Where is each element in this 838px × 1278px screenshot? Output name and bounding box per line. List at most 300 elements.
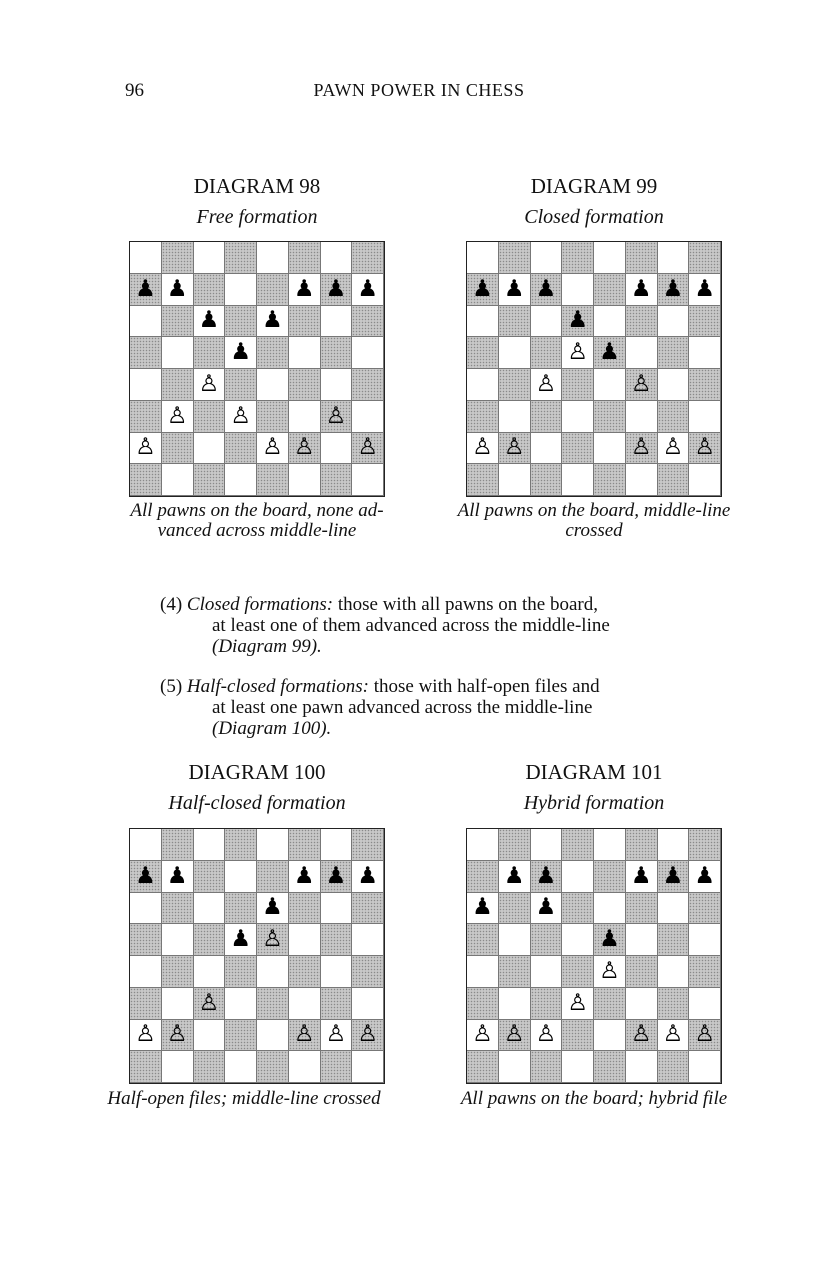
white-pawn-icon: ♙ (230, 402, 251, 429)
board-square (225, 242, 257, 274)
board-square (162, 988, 194, 1020)
diagram-title: DIAGRAM 101 (525, 760, 663, 784)
chess-board (466, 828, 722, 1084)
board-square (562, 924, 594, 956)
board-square (626, 464, 658, 496)
black-pawn-icon: ♟ (325, 275, 347, 302)
board-square (658, 1020, 690, 1052)
board-square (531, 893, 563, 925)
board-square (321, 861, 353, 893)
board-square (162, 306, 194, 338)
paragraph-half-closed-formations (160, 676, 680, 739)
board-square (289, 464, 321, 496)
white-pawn-icon: ♙ (325, 1021, 347, 1048)
white-pawn-icon: ♙ (135, 434, 156, 461)
definition-text: those with all pawns on the board, (337, 594, 599, 615)
caption-line: crossed (565, 520, 623, 541)
board-square (594, 1051, 626, 1083)
board-square (162, 401, 194, 433)
diagram-reference: (Diagram 99). (212, 636, 322, 657)
white-pawn-icon: ♙ (262, 434, 283, 461)
board-square (689, 1051, 721, 1083)
board-square (626, 829, 658, 861)
board-square (531, 274, 563, 306)
board-square (562, 306, 594, 338)
board-square (658, 274, 690, 306)
board-square (626, 893, 658, 925)
board-square (562, 464, 594, 496)
white-pawn-icon: ♙ (503, 434, 525, 461)
board-square (257, 829, 289, 861)
white-pawn-icon: ♙ (472, 1021, 493, 1048)
white-pawn-icon: ♙ (293, 1021, 315, 1048)
board-square (321, 1051, 353, 1083)
board-square (658, 988, 690, 1020)
black-pawn-icon: ♟ (535, 275, 557, 302)
white-pawn-icon: ♙ (135, 1021, 156, 1048)
board-square (531, 401, 563, 433)
board-square (225, 924, 257, 956)
board-square (531, 988, 563, 1020)
white-pawn-icon: ♙ (503, 1021, 525, 1048)
board-square (626, 1020, 658, 1052)
board-square (225, 829, 257, 861)
definition-continuation: at least one pawn advanced across the middle-line (212, 697, 593, 718)
black-pawn-icon: ♟ (599, 926, 620, 953)
diagram-98 (97, 172, 417, 461)
white-pawn-icon: ♙ (630, 1021, 652, 1048)
board-square (352, 306, 384, 338)
board-square (499, 401, 531, 433)
board-square (289, 242, 321, 274)
board-square (594, 893, 626, 925)
black-pawn-icon: ♟ (694, 275, 715, 302)
board-square (467, 956, 499, 988)
board-square (162, 829, 194, 861)
board-square (467, 306, 499, 338)
white-pawn-icon: ♙ (535, 1021, 557, 1048)
running-title: PAWN POWER IN CHESS (313, 80, 525, 100)
board-square (289, 401, 321, 433)
board-square (257, 369, 289, 401)
board-square (626, 306, 658, 338)
board-square (499, 464, 531, 496)
board-square (626, 861, 658, 893)
board-square (225, 401, 257, 433)
board-square (689, 988, 721, 1020)
black-pawn-icon: ♟ (662, 275, 684, 302)
board-square (321, 924, 353, 956)
black-pawn-icon: ♟ (166, 862, 188, 889)
board-square (225, 433, 257, 465)
board-square (194, 274, 226, 306)
board-square (626, 924, 658, 956)
board-square (689, 956, 721, 988)
board-square (499, 1020, 531, 1052)
board-square (321, 433, 353, 465)
board-square (225, 1020, 257, 1052)
caption-line: vanced across middle-line (157, 520, 357, 541)
board-square (594, 956, 626, 988)
board-square (352, 924, 384, 956)
board-square (257, 956, 289, 988)
board-square (689, 829, 721, 861)
board-square (225, 893, 257, 925)
board-square (499, 956, 531, 988)
black-pawn-icon: ♟ (230, 339, 251, 366)
board-square (162, 1020, 194, 1052)
board-square (658, 242, 690, 274)
board-square (467, 1051, 499, 1083)
board-square (499, 337, 531, 369)
board-square (257, 401, 289, 433)
board-square (162, 924, 194, 956)
board-square (531, 464, 563, 496)
board-square (594, 306, 626, 338)
board-square (130, 861, 162, 893)
board-square (658, 464, 690, 496)
board-square (689, 306, 721, 338)
black-pawn-icon: ♟ (503, 862, 525, 889)
board-square (194, 242, 226, 274)
board-square (531, 306, 563, 338)
board-square (562, 956, 594, 988)
board-square (162, 464, 194, 496)
board-square (626, 1051, 658, 1083)
black-pawn-icon: ♟ (599, 339, 620, 366)
board-square (321, 337, 353, 369)
black-pawn-icon: ♟ (198, 307, 220, 334)
board-square (467, 464, 499, 496)
board-square (194, 1020, 226, 1052)
diagram-101-caption (424, 1089, 764, 1109)
board-square (130, 464, 162, 496)
white-pawn-icon: ♙ (630, 370, 652, 397)
board-square (130, 924, 162, 956)
board-square (562, 369, 594, 401)
board-square (562, 337, 594, 369)
board-square (689, 401, 721, 433)
board-square (321, 401, 353, 433)
board-square (499, 433, 531, 465)
item-number: (4) (160, 594, 183, 615)
white-pawn-icon: ♙ (293, 434, 315, 461)
white-pawn-icon: ♙ (166, 1021, 188, 1048)
board-square (594, 988, 626, 1020)
board-square (499, 924, 531, 956)
board-square (289, 988, 321, 1020)
board-square (289, 893, 321, 925)
board-square (162, 433, 194, 465)
diagram-title: DIAGRAM 99 (530, 174, 658, 198)
board-square (562, 433, 594, 465)
board-square (499, 988, 531, 1020)
board-square (289, 924, 321, 956)
diagram-subtitle: Free formation (196, 206, 318, 228)
board-square (162, 337, 194, 369)
board-square (467, 829, 499, 861)
page-number: 96 (125, 80, 144, 101)
board-square (562, 274, 594, 306)
board-square (689, 433, 721, 465)
black-pawn-icon: ♟ (166, 275, 188, 302)
board-square (499, 242, 531, 274)
board-square (689, 1020, 721, 1052)
black-pawn-icon: ♟ (472, 894, 493, 921)
board-square (562, 861, 594, 893)
diagram-100 (97, 758, 417, 1048)
board-square (321, 956, 353, 988)
board-square (352, 274, 384, 306)
board-square (689, 274, 721, 306)
board-square (594, 433, 626, 465)
board-square (257, 1051, 289, 1083)
board-square (352, 401, 384, 433)
board-square (352, 893, 384, 925)
board-square (289, 274, 321, 306)
white-pawn-icon: ♙ (694, 434, 715, 461)
board-square (321, 242, 353, 274)
board-square (562, 988, 594, 1020)
chess-board (129, 241, 385, 497)
black-pawn-icon: ♟ (567, 307, 588, 334)
board-square (658, 829, 690, 861)
white-pawn-icon: ♙ (694, 1021, 715, 1048)
diagram-subtitle: Half-closed formation (168, 792, 346, 814)
board-square (467, 988, 499, 1020)
board-square (658, 956, 690, 988)
black-pawn-icon: ♟ (293, 275, 315, 302)
board-square (257, 306, 289, 338)
board-square (130, 242, 162, 274)
board-square (194, 401, 226, 433)
board-square (289, 306, 321, 338)
board-square (562, 1020, 594, 1052)
board-square (257, 988, 289, 1020)
board-square (352, 369, 384, 401)
board-square (467, 369, 499, 401)
board-square (562, 242, 594, 274)
board-square (499, 306, 531, 338)
board-square (594, 369, 626, 401)
board-square (289, 956, 321, 988)
board-square (689, 337, 721, 369)
board-square (531, 924, 563, 956)
board-square (130, 988, 162, 1020)
board-square (352, 433, 384, 465)
white-pawn-icon: ♙ (325, 402, 347, 429)
board-square (499, 893, 531, 925)
board-square (658, 401, 690, 433)
board-square (658, 861, 690, 893)
diagram-101 (434, 758, 754, 1048)
white-pawn-icon: ♙ (567, 339, 588, 366)
black-pawn-icon: ♟ (535, 862, 557, 889)
board-square (289, 829, 321, 861)
diagram-title: DIAGRAM 98 (193, 174, 321, 198)
board-square (289, 1051, 321, 1083)
board-square (531, 956, 563, 988)
term: Closed formations: (186, 594, 334, 615)
white-pawn-icon: ♙ (599, 957, 620, 984)
board-square (225, 306, 257, 338)
definition-continuation: at least one of them advanced across the middle-line (212, 615, 610, 636)
board-square (194, 924, 226, 956)
board-square (658, 893, 690, 925)
caption-line: All pawns on the board, none ad- (130, 500, 384, 521)
paragraph-closed-formations (160, 594, 680, 657)
board-square (658, 924, 690, 956)
board-square (162, 369, 194, 401)
board-square (162, 1051, 194, 1083)
board-square (531, 861, 563, 893)
diagram-98-caption (87, 501, 427, 541)
caption-line: All pawns on the board; hybrid file (460, 1088, 728, 1109)
board-square (626, 274, 658, 306)
board-square (531, 1020, 563, 1052)
board-square (257, 464, 289, 496)
caption-line: All pawns on the board, middle-line (457, 500, 731, 521)
black-pawn-icon: ♟ (325, 862, 347, 889)
white-pawn-icon: ♙ (662, 434, 684, 461)
board-square (499, 369, 531, 401)
board-square (594, 829, 626, 861)
diagram-reference: (Diagram 100). (212, 718, 332, 739)
board-square (194, 956, 226, 988)
board-square (321, 988, 353, 1020)
board-square (289, 337, 321, 369)
black-pawn-icon: ♟ (357, 862, 378, 889)
board-square (467, 924, 499, 956)
board-square (689, 242, 721, 274)
board-square (225, 861, 257, 893)
board-square (467, 1020, 499, 1052)
definition-text: those with half-open files and (373, 676, 600, 697)
white-pawn-icon: ♙ (662, 1021, 684, 1048)
black-pawn-icon: ♟ (357, 275, 378, 302)
white-pawn-icon: ♙ (357, 434, 378, 461)
board-square (162, 861, 194, 893)
white-pawn-icon: ♙ (472, 434, 493, 461)
board-square (321, 893, 353, 925)
board-square (594, 464, 626, 496)
board-square (658, 433, 690, 465)
board-square (194, 829, 226, 861)
board-square (130, 369, 162, 401)
chess-board (466, 241, 722, 497)
board-square (321, 274, 353, 306)
board-square (594, 861, 626, 893)
board-square (499, 1051, 531, 1083)
diagram-subtitle: Closed formation (524, 206, 664, 228)
board-square (321, 464, 353, 496)
board-square (130, 306, 162, 338)
item-number: (5) (160, 676, 183, 697)
board-square (257, 242, 289, 274)
black-pawn-icon: ♟ (293, 862, 315, 889)
chess-board (129, 828, 385, 1084)
board-square (626, 988, 658, 1020)
black-pawn-icon: ♟ (135, 275, 156, 302)
board-square (225, 337, 257, 369)
board-square (352, 242, 384, 274)
board-square (162, 274, 194, 306)
board-square (130, 337, 162, 369)
board-square (321, 1020, 353, 1052)
white-pawn-icon: ♙ (166, 402, 188, 429)
board-square (352, 337, 384, 369)
board-square (194, 464, 226, 496)
board-square (531, 337, 563, 369)
black-pawn-icon: ♟ (662, 862, 684, 889)
board-square (257, 924, 289, 956)
white-pawn-icon: ♙ (630, 434, 652, 461)
board-square (194, 893, 226, 925)
white-pawn-icon: ♙ (198, 370, 220, 397)
board-square (194, 861, 226, 893)
board-square (467, 401, 499, 433)
board-square (289, 433, 321, 465)
board-square (658, 306, 690, 338)
board-square (562, 401, 594, 433)
board-square (194, 433, 226, 465)
diagram-subtitle: Hybrid formation (523, 792, 665, 814)
board-square (225, 988, 257, 1020)
board-square (257, 1020, 289, 1052)
board-square (594, 242, 626, 274)
board-square (225, 464, 257, 496)
board-square (658, 369, 690, 401)
board-square (626, 369, 658, 401)
board-square (257, 274, 289, 306)
board-square (321, 829, 353, 861)
board-square (531, 433, 563, 465)
board-square (626, 337, 658, 369)
board-square (257, 433, 289, 465)
board-square (130, 829, 162, 861)
diagram-99-caption (424, 501, 764, 541)
board-square (467, 242, 499, 274)
board-square (130, 1051, 162, 1083)
board-square (352, 956, 384, 988)
white-pawn-icon: ♙ (198, 989, 220, 1016)
board-square (225, 956, 257, 988)
board-square (467, 433, 499, 465)
board-square (352, 1051, 384, 1083)
board-square (321, 306, 353, 338)
board-square (689, 464, 721, 496)
board-square (194, 1051, 226, 1083)
board-square (289, 861, 321, 893)
board-square (130, 401, 162, 433)
board-square (194, 337, 226, 369)
board-square (626, 433, 658, 465)
board-square (352, 829, 384, 861)
board-square (225, 274, 257, 306)
board-square (467, 337, 499, 369)
board-square (531, 1051, 563, 1083)
black-pawn-icon: ♟ (630, 862, 652, 889)
board-square (594, 1020, 626, 1052)
board-square (467, 274, 499, 306)
caption-line: Half-open files; middle-line crossed (107, 1088, 381, 1109)
board-square (257, 893, 289, 925)
board-square (130, 893, 162, 925)
board-square (499, 274, 531, 306)
board-square (658, 1051, 690, 1083)
board-square (531, 829, 563, 861)
board-square (321, 369, 353, 401)
